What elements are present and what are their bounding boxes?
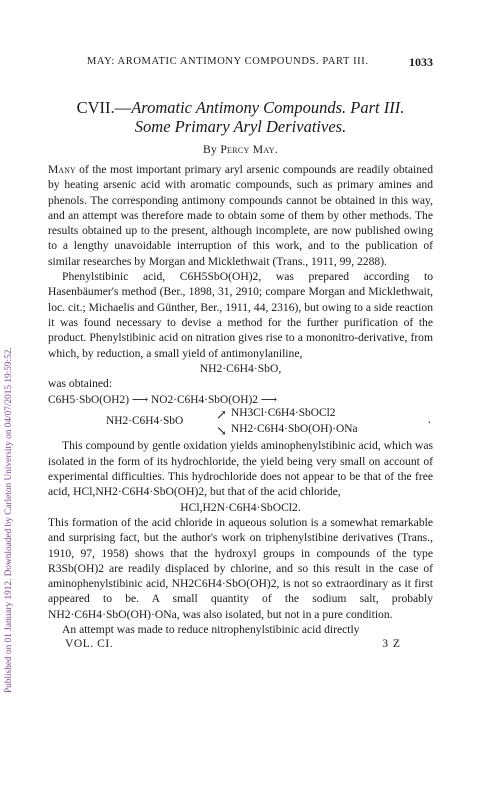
paragraph-6: An attempt was made to reduce nitrophenylstibinic acid directly [62, 623, 360, 637]
volume-label: VOL. CI. [65, 637, 114, 651]
download-watermark [2, 95, 16, 695]
byline-by: By [202, 143, 218, 156]
signature-mark: 3 Z [382, 637, 401, 651]
scheme-arrow-up: ↗ [216, 407, 227, 423]
article-title-main: Aromatic Antimony Compounds. Part III. [131, 98, 405, 117]
paragraph-4: This compound by gentle oxidation yields aminophenylstibinic acid, which was isolated in the form of its hydrochloride, the yield being very small on account of experimental difficulties. This hydrochloride does not appear to be that of the free acid, HCl,NH2·C6H4·SbO(OH)2, but that of the acid chloride, [48, 439, 433, 499]
download-watermark-text: Published on 01 January 1912. Downloaded by Carleton University on 04/07/2015 19:59:52. [4, 347, 14, 693]
page-footer [48, 637, 433, 653]
paragraph-5: This formation of the acid chloride in aqueous solution is a somewhat remarkable and surprising fact, but the author's work on triphenylstibine derivatives (Trans., 1910, 97, 1958) shows that the hydroxyl groups in compounds of the type R3Sb(OH)2 are readily displaced by chlorine, and so this result in the case of aminophenylstibinic acid, NH2C6H4·SbO(OH)2, is not so extraordinary as it first appeared to be. A small quantity of the sodium salt, probably NH2·C6H4·SbO(OH)·ONa, was also isolated, but not in a pure condition. [48, 515, 433, 621]
article-subtitle: Some Primary Aryl Derivatives. [134, 117, 347, 136]
formula-antimonylaniline: NH2·C6H4·SbO, [199, 361, 282, 375]
article-title-line-2 [48, 117, 433, 136]
article-number: CVII.— [76, 98, 132, 117]
paragraph-1-lead: Many [48, 163, 76, 176]
author-name: Percy May. [220, 143, 279, 156]
scheme-product-d: NH2·C6H4·SbO(OH)·ONa [231, 423, 358, 436]
scheme-arrow-down: ↘ [216, 423, 227, 439]
scheme-line-a: C6H5·SbO(OH2) ⟶ NO2·C6H4·SbO(OH)2 ⟶ [48, 394, 278, 407]
running-title: MAY: AROMATIC ANTIMONY COMPOUNDS. PART III. [87, 56, 369, 67]
scheme-intermediate-c: NH2·C6H4·SbO [106, 415, 184, 428]
formula-acid-chloride: HCl,H2N·C6H4·SbOCl2. [180, 500, 301, 514]
article-title [48, 98, 433, 136]
article-title-line-1 [48, 98, 433, 117]
paragraph-3: was obtained: [48, 377, 113, 391]
page-number: 1033 [409, 55, 433, 69]
running-header [48, 56, 433, 72]
paragraph-2: Phenylstibinic acid, C6H5SbO(OH)2, was prepared according to Hasenbäumer's method (Ber., 1898, 31, 2910; compare Morgan and Micklethwait, loc. cit.; Michaelis and Günther, Ber., 1911, 44, 2316), but owing to a side reaction it was found necessary to devise a method for the further purification of the product. Phenylstibinic acid on nitration gives rise to a mononitro-derivative, from which, by reduction, a small yield of antimonylaniline, [48, 270, 433, 360]
journal-page [48, 0, 433, 653]
scheme-dot: . [428, 414, 431, 427]
scheme-product-b: NH3Cl·C6H4·SbOCl2 [231, 407, 336, 420]
byline [48, 143, 433, 156]
paragraph-1-text: of the most important primary aryl arsenic compounds are readily obtained by heating arsenic acid with aromatic compounds, such as primary amines and phenols. The corresponding antimony compounds cannot be obtained in this way, and an attempt was therefore made to obtain some of them by other methods. The results obtained up to the present, although incomplete, are now published owing to a lengthy unavoidable interruption of this work, and to the publication of similar researches by Morgan and Micklethwait (Trans., 1911, 99, 2288). [48, 163, 433, 268]
paragraph-1 [48, 162, 433, 269]
reaction-scheme [48, 391, 433, 438]
